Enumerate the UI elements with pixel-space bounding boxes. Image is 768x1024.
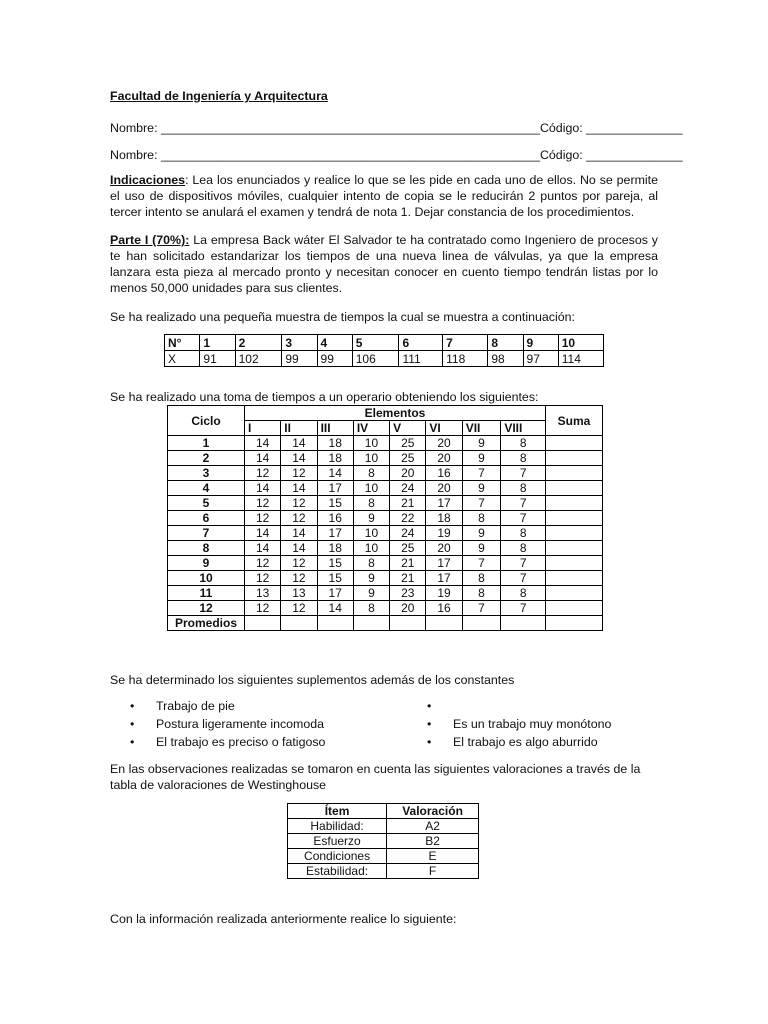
time-cell: 12 bbox=[245, 601, 281, 616]
rating-table bbox=[287, 803, 479, 879]
sample-header-cell: 2 bbox=[235, 335, 282, 351]
average-cell bbox=[281, 616, 317, 631]
rating-value: F bbox=[387, 864, 479, 879]
sum-header: Suma bbox=[546, 406, 603, 436]
rating-value: A2 bbox=[387, 819, 479, 834]
rating-value: E bbox=[387, 849, 479, 864]
time-cell: 12 bbox=[281, 571, 317, 586]
time-cell: 7 bbox=[462, 496, 501, 511]
bullet-icon: • bbox=[130, 699, 135, 713]
sample-table-header bbox=[165, 335, 604, 351]
time-cell: 19 bbox=[426, 526, 462, 541]
bullet-icon: • bbox=[427, 699, 432, 713]
average-sum-cell bbox=[546, 616, 603, 631]
observations-intro: En las observaciones realizadas se tomaron en cuenta las siguientes valoraciones a través de la tabla de valoraciones de Westinghouse bbox=[110, 762, 641, 792]
timing-row bbox=[168, 541, 603, 556]
time-cell: 8 bbox=[462, 586, 501, 601]
time-cell: 12 bbox=[245, 556, 281, 571]
element-header: I bbox=[245, 421, 281, 436]
name-line-1: Nombre: _______________________________________________________Código: ______________ bbox=[110, 121, 683, 135]
time-cell: 10 bbox=[353, 481, 389, 496]
time-cell: 16 bbox=[426, 601, 462, 616]
time-cell: 18 bbox=[317, 541, 353, 556]
sample-header-cell: 9 bbox=[523, 335, 558, 351]
sample-cell: 97 bbox=[523, 351, 558, 367]
time-cell: 17 bbox=[426, 571, 462, 586]
cycle-number: 4 bbox=[168, 481, 245, 496]
sample-table bbox=[164, 334, 604, 367]
time-cell: 14 bbox=[281, 451, 317, 466]
sum-cell bbox=[546, 481, 603, 496]
indications-text: : Lea los enunciados y realice lo que se les pide en cada uno de ellos. No se permite el uso de dispositivos móviles, cualquier intento de copia se le reducirán 2 puntos por pareja, al tercer intento se anulará el examen y tendrá de nota 1. Dejar constancia de los procedimientos. bbox=[110, 173, 658, 219]
time-cell: 12 bbox=[245, 496, 281, 511]
averages-row bbox=[168, 616, 603, 631]
supplement-item: • El trabajo es algo aburrido bbox=[427, 735, 598, 749]
time-cell: 21 bbox=[390, 556, 426, 571]
sample-header-cell: 8 bbox=[488, 335, 523, 351]
sample-header-cell: 7 bbox=[443, 335, 488, 351]
time-cell: 22 bbox=[390, 511, 426, 526]
sum-cell bbox=[546, 496, 603, 511]
sample-table-row bbox=[165, 351, 604, 367]
time-cell: 12 bbox=[245, 466, 281, 481]
time-cell: 14 bbox=[281, 526, 317, 541]
time-cell: 12 bbox=[245, 571, 281, 586]
sample-cell: X bbox=[165, 351, 200, 367]
part1-text: La empresa Back wáter El Salvador te ha contratado como Ingeniero de procesos y te han solicitado estandarizar los tiempos de una nueva linea de válvulas, ya que la empresa lanzara esta pieza al mercado pronto y necesitan conocer en cuento tiempo tendrán listas por lo menos 50,000 unidades para sus clientes. bbox=[110, 233, 658, 295]
time-cell: 7 bbox=[501, 496, 546, 511]
element-header: VIII bbox=[501, 421, 546, 436]
sample-cell: 114 bbox=[558, 351, 603, 367]
time-cell: 15 bbox=[317, 496, 353, 511]
averages-label: Promedios bbox=[168, 616, 245, 631]
sample-header-cell: N° bbox=[165, 335, 200, 351]
cycle-number: 3 bbox=[168, 466, 245, 481]
sample-header-cell: 10 bbox=[558, 335, 603, 351]
time-cell: 8 bbox=[501, 586, 546, 601]
average-cell bbox=[245, 616, 281, 631]
time-cell: 18 bbox=[426, 511, 462, 526]
sum-cell bbox=[546, 436, 603, 451]
sample-header-cell: 4 bbox=[317, 335, 352, 351]
time-cell: 14 bbox=[245, 436, 281, 451]
cycle-number: 12 bbox=[168, 601, 245, 616]
timing-body bbox=[168, 436, 603, 616]
time-cell: 7 bbox=[501, 511, 546, 526]
time-cell: 20 bbox=[426, 481, 462, 496]
sum-cell bbox=[546, 511, 603, 526]
time-cell: 18 bbox=[317, 436, 353, 451]
average-cell bbox=[390, 616, 426, 631]
sum-cell bbox=[546, 526, 603, 541]
time-cell: 21 bbox=[390, 571, 426, 586]
sum-cell bbox=[546, 601, 603, 616]
time-cell: 8 bbox=[501, 526, 546, 541]
time-cell: 8 bbox=[353, 466, 389, 481]
cycle-number: 10 bbox=[168, 571, 245, 586]
timing-row bbox=[168, 571, 603, 586]
time-cell: 13 bbox=[245, 586, 281, 601]
rating-header-value: Valoración bbox=[387, 804, 479, 819]
average-cell bbox=[462, 616, 501, 631]
time-cell: 7 bbox=[462, 466, 501, 481]
indications-label: Indicaciones bbox=[110, 173, 186, 187]
part1-label: Parte I (70%): bbox=[110, 233, 190, 247]
time-cell: 25 bbox=[390, 451, 426, 466]
supplement-item: • El trabajo es preciso o fatigoso bbox=[130, 735, 326, 749]
time-cell: 19 bbox=[426, 586, 462, 601]
time-cell: 7 bbox=[501, 466, 546, 481]
time-cell: 12 bbox=[245, 511, 281, 526]
sample-cell: 99 bbox=[282, 351, 317, 367]
timing-row bbox=[168, 601, 603, 616]
sum-cell bbox=[546, 541, 603, 556]
time-cell: 8 bbox=[501, 481, 546, 496]
element-header: VI bbox=[426, 421, 462, 436]
time-cell: 14 bbox=[245, 481, 281, 496]
time-cell: 8 bbox=[353, 496, 389, 511]
rating-item: Estabilidad: bbox=[288, 864, 387, 879]
time-cell: 10 bbox=[353, 436, 389, 451]
rating-item: Habilidad: bbox=[288, 819, 387, 834]
time-cell: 9 bbox=[353, 586, 389, 601]
time-cell: 8 bbox=[353, 601, 389, 616]
time-cell: 8 bbox=[462, 511, 501, 526]
element-header: II bbox=[281, 421, 317, 436]
sample-cell: 111 bbox=[399, 351, 443, 367]
time-cell: 14 bbox=[281, 541, 317, 556]
sample-header-cell: 6 bbox=[399, 335, 443, 351]
time-cell: 16 bbox=[317, 511, 353, 526]
time-cell: 17 bbox=[426, 496, 462, 511]
time-cell: 17 bbox=[426, 556, 462, 571]
time-cell: 7 bbox=[462, 556, 501, 571]
rating-header-item: Ítem bbox=[288, 804, 387, 819]
rating-header-row bbox=[288, 804, 479, 819]
bullet-icon: • bbox=[130, 717, 135, 731]
time-cell: 15 bbox=[317, 556, 353, 571]
element-header: VII bbox=[462, 421, 501, 436]
cycle-number: 2 bbox=[168, 451, 245, 466]
indications-paragraph bbox=[110, 172, 658, 220]
cycle-number: 1 bbox=[168, 436, 245, 451]
sum-cell bbox=[546, 556, 603, 571]
time-cell: 8 bbox=[501, 541, 546, 556]
time-cell: 7 bbox=[462, 601, 501, 616]
supplement-item: • Trabajo de pie bbox=[130, 699, 235, 713]
supplements-intro: Se ha determinado los siguientes suplementos además de los constantes bbox=[110, 673, 515, 687]
rating-row bbox=[288, 864, 479, 879]
time-cell: 20 bbox=[390, 466, 426, 481]
sample-cell: 98 bbox=[488, 351, 523, 367]
time-cell: 9 bbox=[353, 511, 389, 526]
time-cell: 8 bbox=[501, 436, 546, 451]
time-cell: 10 bbox=[353, 526, 389, 541]
time-cell: 14 bbox=[245, 541, 281, 556]
sample-cell: 118 bbox=[443, 351, 488, 367]
final-instruction: Con la información realizada anteriormente realice lo siguiente: bbox=[110, 912, 457, 926]
time-cell: 9 bbox=[353, 571, 389, 586]
rating-item: Condiciones bbox=[288, 849, 387, 864]
bullet-icon: • bbox=[427, 717, 432, 731]
rating-row bbox=[288, 834, 479, 849]
time-cell: 9 bbox=[462, 481, 501, 496]
time-cell: 9 bbox=[462, 541, 501, 556]
time-cell: 18 bbox=[317, 451, 353, 466]
sample-cell: 106 bbox=[352, 351, 399, 367]
time-cell: 17 bbox=[317, 526, 353, 541]
rating-row bbox=[288, 849, 479, 864]
timing-header-row bbox=[168, 406, 603, 421]
cycle-number: 8 bbox=[168, 541, 245, 556]
element-header: III bbox=[317, 421, 353, 436]
time-cell: 8 bbox=[353, 556, 389, 571]
average-cell bbox=[353, 616, 389, 631]
sample-header-cell: 3 bbox=[282, 335, 317, 351]
average-cell bbox=[426, 616, 462, 631]
cycle-number: 7 bbox=[168, 526, 245, 541]
time-cell: 23 bbox=[390, 586, 426, 601]
time-cell: 14 bbox=[245, 451, 281, 466]
time-cell: 14 bbox=[245, 526, 281, 541]
supplement-item: • Postura ligeramente incomoda bbox=[130, 717, 325, 731]
average-cell bbox=[501, 616, 546, 631]
time-cell: 10 bbox=[353, 541, 389, 556]
time-cell: 20 bbox=[426, 541, 462, 556]
time-cell: 12 bbox=[281, 466, 317, 481]
time-cell: 25 bbox=[390, 541, 426, 556]
time-cell: 20 bbox=[426, 451, 462, 466]
time-cell: 10 bbox=[353, 451, 389, 466]
time-cell: 9 bbox=[462, 436, 501, 451]
element-header: V bbox=[390, 421, 426, 436]
time-cell: 13 bbox=[281, 586, 317, 601]
cycle-number: 5 bbox=[168, 496, 245, 511]
sum-cell bbox=[546, 571, 603, 586]
timing-row bbox=[168, 481, 603, 496]
cycle-header: Ciclo bbox=[168, 406, 245, 436]
time-cell: 17 bbox=[317, 481, 353, 496]
timing-row bbox=[168, 466, 603, 481]
time-cell: 14 bbox=[281, 481, 317, 496]
timing-row bbox=[168, 586, 603, 601]
bullet-icon: • bbox=[130, 735, 135, 749]
timing-table bbox=[167, 405, 603, 631]
time-cell: 24 bbox=[390, 481, 426, 496]
sample-header-cell: 5 bbox=[352, 335, 399, 351]
sum-cell bbox=[546, 451, 603, 466]
sample-cell: 102 bbox=[235, 351, 282, 367]
time-cell: 7 bbox=[501, 556, 546, 571]
time-cell: 24 bbox=[390, 526, 426, 541]
time-cell: 12 bbox=[281, 556, 317, 571]
part1-paragraph bbox=[110, 232, 658, 296]
supplement-item bbox=[427, 698, 453, 714]
sample-cell: 99 bbox=[317, 351, 352, 367]
sum-cell bbox=[546, 586, 603, 601]
time-cell: 14 bbox=[317, 466, 353, 481]
time-cell: 25 bbox=[390, 436, 426, 451]
timing-row bbox=[168, 511, 603, 526]
average-cell bbox=[317, 616, 353, 631]
time-cell: 14 bbox=[281, 436, 317, 451]
time-cell: 9 bbox=[462, 451, 501, 466]
time-cell: 12 bbox=[281, 511, 317, 526]
time-cell: 17 bbox=[317, 586, 353, 601]
time-cell: 7 bbox=[501, 571, 546, 586]
timing-row bbox=[168, 556, 603, 571]
rating-row bbox=[288, 819, 479, 834]
time-cell: 15 bbox=[317, 571, 353, 586]
bullet-icon: • bbox=[427, 735, 432, 749]
time-cell: 21 bbox=[390, 496, 426, 511]
sample-intro: Se ha realizado una pequeña muestra de tiempos la cual se muestra a continuación: bbox=[110, 310, 575, 324]
name-line-2: Nombre: _______________________________________________________Código: ______________ bbox=[110, 148, 683, 162]
cycle-number: 11 bbox=[168, 586, 245, 601]
time-cell: 20 bbox=[426, 436, 462, 451]
sample-cell: 91 bbox=[200, 351, 235, 367]
rating-value: B2 bbox=[387, 834, 479, 849]
time-cell: 12 bbox=[281, 496, 317, 511]
time-cell: 9 bbox=[462, 526, 501, 541]
timing-intro: Se ha realizado una toma de tiempos a un operario obteniendo los siguientes: bbox=[110, 390, 539, 404]
time-cell: 8 bbox=[462, 571, 501, 586]
cycle-number: 6 bbox=[168, 511, 245, 526]
time-cell: 7 bbox=[501, 601, 546, 616]
element-header: IV bbox=[353, 421, 389, 436]
rating-item: Esfuerzo bbox=[288, 834, 387, 849]
timing-row bbox=[168, 451, 603, 466]
timing-row bbox=[168, 436, 603, 451]
sum-cell bbox=[546, 466, 603, 481]
cycle-number: 9 bbox=[168, 556, 245, 571]
time-cell: 16 bbox=[426, 466, 462, 481]
faculty-title: Facultad de Ingeniería y Arquitectura bbox=[110, 89, 328, 103]
elements-header: Elementos bbox=[245, 406, 546, 421]
sample-header-cell: 1 bbox=[200, 335, 235, 351]
timing-row bbox=[168, 526, 603, 541]
time-cell: 12 bbox=[281, 601, 317, 616]
timing-row bbox=[168, 496, 603, 511]
time-cell: 14 bbox=[317, 601, 353, 616]
time-cell: 20 bbox=[390, 601, 426, 616]
time-cell: 8 bbox=[501, 451, 546, 466]
supplement-item: • Es un trabajo muy monótono bbox=[427, 717, 612, 731]
